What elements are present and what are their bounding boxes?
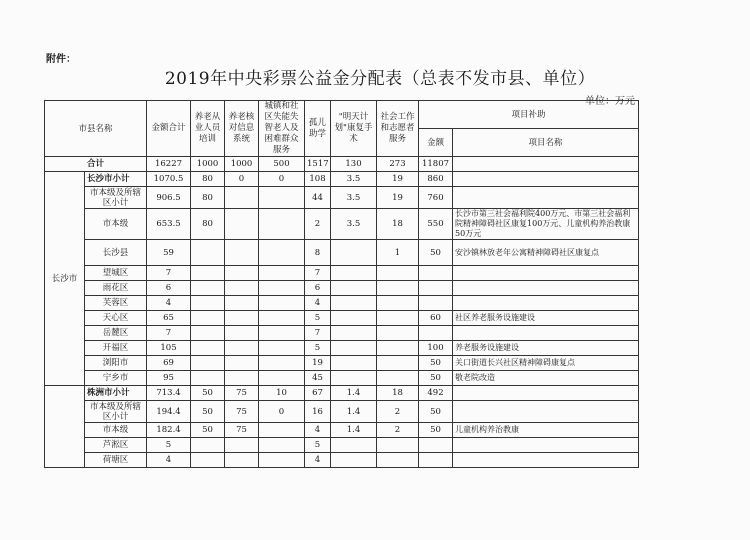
elder-training-cell	[191, 281, 225, 296]
social-work-cell	[377, 371, 419, 386]
amount-total: 7	[147, 326, 191, 341]
social-work-cell	[377, 341, 419, 356]
changsha-section	[45, 172, 639, 386]
project-amount-cell: 860	[419, 172, 453, 187]
amount-total: 59	[147, 240, 191, 266]
project-name-cell	[453, 266, 639, 281]
amount-total: 5	[147, 438, 191, 453]
total-label: 合计	[45, 157, 147, 172]
project-amount-cell: 50	[419, 401, 453, 423]
elder-verify-cell	[225, 356, 259, 371]
header-elder-training: 养老从业人员培训	[191, 101, 225, 157]
social-work-cell: 18	[377, 209, 419, 240]
table-row	[45, 240, 639, 266]
total-c2: 1000	[225, 157, 259, 172]
urban-rural-cell	[259, 281, 305, 296]
orphan-cell: 19	[305, 356, 331, 371]
urban-rural-cell	[259, 209, 305, 240]
project-amount-cell: 50	[419, 356, 453, 371]
total-c4: 1517	[305, 157, 331, 172]
elder-training-cell: 50	[191, 401, 225, 423]
project-amount-cell: 60	[419, 311, 453, 326]
tomorrow-plan-cell	[331, 281, 377, 296]
orphan-cell: 16	[305, 401, 331, 423]
project-name-cell	[453, 326, 639, 341]
elder-verify-cell	[225, 438, 259, 453]
elder-training-cell: 50	[191, 423, 225, 438]
header-region: 市县名称	[45, 101, 147, 157]
project-name-cell: 儿童机构养治教康	[453, 423, 639, 438]
elder-training-cell	[191, 266, 225, 281]
urban-rural-cell: 10	[259, 386, 305, 401]
urban-rural-cell	[259, 240, 305, 266]
urban-rural-cell	[259, 356, 305, 371]
project-amount-cell	[419, 266, 453, 281]
project-amount-cell	[419, 326, 453, 341]
region-name: 岳麓区	[85, 326, 147, 341]
elder-verify-cell	[225, 311, 259, 326]
table-row	[45, 187, 639, 209]
urban-rural-cell	[259, 326, 305, 341]
table-row	[45, 209, 639, 240]
total-project	[453, 157, 639, 172]
tomorrow-plan-cell	[331, 311, 377, 326]
region-name: 荷塘区	[85, 453, 147, 468]
header-social-work: 社会工作和志愿者服务	[377, 101, 419, 157]
header-total: 金额合计	[147, 101, 191, 157]
social-work-cell	[377, 311, 419, 326]
header-amount: 金额	[419, 129, 453, 157]
urban-rural-cell	[259, 187, 305, 209]
project-amount-cell: 760	[419, 187, 453, 209]
orphan-cell: 4	[305, 296, 331, 311]
project-name-cell	[453, 401, 639, 423]
amount-total: 7	[147, 266, 191, 281]
table-row	[45, 311, 639, 326]
region-name: 长沙市小计	[85, 172, 147, 187]
urban-rural-cell	[259, 341, 305, 356]
amount-total: 4	[147, 296, 191, 311]
project-amount-cell	[419, 453, 453, 468]
tomorrow-plan-cell	[331, 326, 377, 341]
table-row	[45, 341, 639, 356]
table-row	[45, 266, 639, 281]
table-row	[45, 281, 639, 296]
total-c3: 500	[259, 157, 305, 172]
project-name-cell	[453, 281, 639, 296]
amount-total: 105	[147, 341, 191, 356]
project-amount-cell: 100	[419, 341, 453, 356]
elder-training-cell	[191, 438, 225, 453]
region-name: 市本级	[85, 209, 147, 240]
social-work-cell: 19	[377, 172, 419, 187]
orphan-cell: 5	[305, 341, 331, 356]
elder-training-cell	[191, 341, 225, 356]
amount-total: 713.4	[147, 386, 191, 401]
social-work-cell: 1	[377, 240, 419, 266]
social-work-cell: 2	[377, 423, 419, 438]
table-row	[45, 371, 639, 386]
total-amount: 11807	[419, 157, 453, 172]
region-name: 市本级及所辖区小计	[85, 401, 147, 423]
city-blank-cell	[45, 386, 85, 468]
social-work-cell	[377, 266, 419, 281]
tomorrow-plan-cell	[331, 356, 377, 371]
urban-rural-cell	[259, 311, 305, 326]
header-elder-verify: 养老核对信息系统	[225, 101, 259, 157]
tomorrow-plan-cell: 3.5	[331, 187, 377, 209]
orphan-cell: 7	[305, 266, 331, 281]
elder-verify-cell	[225, 453, 259, 468]
elder-training-cell: 80	[191, 187, 225, 209]
project-name-cell: 社区养老服务设施建设	[453, 311, 639, 326]
social-work-cell: 19	[377, 187, 419, 209]
region-name: 天心区	[85, 311, 147, 326]
project-name-cell	[453, 172, 639, 187]
project-amount-cell	[419, 296, 453, 311]
amount-total: 182.4	[147, 423, 191, 438]
project-name-cell: 关口街道长兴社区精神障碍康复点	[453, 356, 639, 371]
project-amount-cell: 50	[419, 423, 453, 438]
social-work-cell	[377, 356, 419, 371]
elder-training-cell: 80	[191, 172, 225, 187]
orphan-cell: 6	[305, 281, 331, 296]
orphan-cell: 8	[305, 240, 331, 266]
elder-verify-cell: 75	[225, 423, 259, 438]
elder-training-cell	[191, 453, 225, 468]
tomorrow-plan-cell	[331, 240, 377, 266]
elder-verify-cell	[225, 187, 259, 209]
elder-verify-cell	[225, 209, 259, 240]
elder-training-cell	[191, 326, 225, 341]
region-name: 株洲市小计	[85, 386, 147, 401]
tomorrow-plan-cell	[331, 453, 377, 468]
elder-verify-cell	[225, 296, 259, 311]
social-work-cell	[377, 438, 419, 453]
table-row	[45, 386, 639, 401]
orphan-cell: 44	[305, 187, 331, 209]
orphan-cell: 108	[305, 172, 331, 187]
social-work-cell	[377, 326, 419, 341]
amount-total: 95	[147, 371, 191, 386]
elder-verify-cell: 0	[225, 172, 259, 187]
elder-verify-cell	[225, 341, 259, 356]
project-name-cell: 安沙镇林放老年公寓精神障碍社区康复点	[453, 240, 639, 266]
urban-rural-cell	[259, 453, 305, 468]
zhuzhou-section	[45, 386, 639, 468]
social-work-cell: 18	[377, 386, 419, 401]
social-work-cell	[377, 281, 419, 296]
elder-verify-cell	[225, 240, 259, 266]
tomorrow-plan-cell	[331, 371, 377, 386]
region-name: 浏阳市	[85, 356, 147, 371]
tomorrow-plan-cell	[331, 438, 377, 453]
elder-training-cell	[191, 296, 225, 311]
project-amount-cell: 492	[419, 386, 453, 401]
city-label-cell: 长沙市	[45, 172, 85, 386]
project-name-cell	[453, 438, 639, 453]
table-row	[45, 453, 639, 468]
project-name-cell: 长沙市第三社会福利院400万元、市第三社会福利院精神障碍社区康复100万元、儿童机构养治教康50万元	[453, 209, 639, 240]
urban-rural-cell	[259, 371, 305, 386]
tomorrow-plan-cell: 3.5	[331, 172, 377, 187]
table-row	[45, 326, 639, 341]
tomorrow-plan-cell	[331, 296, 377, 311]
region-name: 开福区	[85, 341, 147, 356]
elder-verify-cell	[225, 326, 259, 341]
orphan-cell: 5	[305, 311, 331, 326]
tomorrow-plan-cell: 3.5	[331, 209, 377, 240]
unit-label: 单位：万元	[585, 96, 635, 107]
project-amount-cell	[419, 438, 453, 453]
amount-total: 906.5	[147, 187, 191, 209]
region-name: 市本级	[85, 423, 147, 438]
header-project-subsidy: 项目补助	[419, 101, 639, 129]
region-name: 望城区	[85, 266, 147, 281]
project-name-cell	[453, 453, 639, 468]
table-row	[45, 296, 639, 311]
elder-verify-cell: 75	[225, 386, 259, 401]
urban-rural-cell: 0	[259, 401, 305, 423]
project-amount-cell: 50	[419, 240, 453, 266]
orphan-cell: 7	[305, 326, 331, 341]
urban-rural-cell	[259, 266, 305, 281]
elder-training-cell: 80	[191, 209, 225, 240]
total-c5: 130	[331, 157, 377, 172]
amount-total: 1070.5	[147, 172, 191, 187]
urban-rural-cell	[259, 438, 305, 453]
total-row	[45, 157, 639, 172]
project-amount-cell	[419, 281, 453, 296]
elder-verify-cell	[225, 281, 259, 296]
orphan-cell: 67	[305, 386, 331, 401]
region-name: 芦淞区	[85, 438, 147, 453]
orphan-cell: 2	[305, 209, 331, 240]
table-row	[45, 423, 639, 438]
table-row	[45, 172, 639, 187]
region-name: 雨花区	[85, 281, 147, 296]
header-tomorrow-plan: "明天计划"康复手术	[331, 101, 377, 157]
region-name: 芙蓉区	[85, 296, 147, 311]
elder-verify-cell	[225, 266, 259, 281]
amount-total: 6	[147, 281, 191, 296]
elder-training-cell	[191, 371, 225, 386]
orphan-cell: 45	[305, 371, 331, 386]
allocation-table	[44, 100, 639, 468]
elder-training-cell: 50	[191, 386, 225, 401]
orphan-cell: 5	[305, 438, 331, 453]
tomorrow-plan-cell	[331, 341, 377, 356]
elder-training-cell	[191, 356, 225, 371]
urban-rural-cell	[259, 296, 305, 311]
amount-total: 4	[147, 453, 191, 468]
tomorrow-plan-cell	[331, 266, 377, 281]
project-name-cell: 养老服务设施建设	[453, 341, 639, 356]
header-project-name: 项目名称	[453, 129, 639, 157]
amount-total: 65	[147, 311, 191, 326]
elder-training-cell	[191, 240, 225, 266]
document-title: 2019年中央彩票公益金分配表（总表不发市县、单位）	[164, 69, 596, 89]
table-row	[45, 356, 639, 371]
table-row	[45, 438, 639, 453]
header-orphan: 孤儿助学	[305, 101, 331, 157]
social-work-cell	[377, 453, 419, 468]
urban-rural-cell	[259, 423, 305, 438]
urban-rural-cell: 0	[259, 172, 305, 187]
project-name-cell	[453, 386, 639, 401]
amount-total: 653.5	[147, 209, 191, 240]
tomorrow-plan-cell: 1.4	[331, 423, 377, 438]
region-name: 长沙县	[85, 240, 147, 266]
region-name: 市本级及所辖区小计	[85, 187, 147, 209]
social-work-cell: 2	[377, 401, 419, 423]
elder-verify-cell: 75	[225, 401, 259, 423]
elder-verify-cell	[225, 371, 259, 386]
header-row	[45, 101, 639, 129]
project-name-cell: 敬老院改造	[453, 371, 639, 386]
social-work-cell	[377, 296, 419, 311]
project-amount-cell: 550	[419, 209, 453, 240]
tomorrow-plan-cell: 1.4	[331, 401, 377, 423]
project-amount-cell: 50	[419, 371, 453, 386]
region-name: 宁乡市	[85, 371, 147, 386]
header-urban-rural: 城镇和社区失能失智老人及困难群众服务	[259, 101, 305, 157]
orphan-cell: 4	[305, 453, 331, 468]
orphan-cell: 4	[305, 423, 331, 438]
amount-total: 69	[147, 356, 191, 371]
amount-total: 194.4	[147, 401, 191, 423]
total-cell: 16227	[147, 157, 191, 172]
attachment-label: 附件：	[46, 54, 76, 65]
project-name-cell	[453, 187, 639, 209]
total-c1: 1000	[191, 157, 225, 172]
tomorrow-plan-cell: 1.4	[331, 386, 377, 401]
total-c6: 273	[377, 157, 419, 172]
elder-training-cell	[191, 311, 225, 326]
table-row	[45, 401, 639, 423]
project-name-cell	[453, 296, 639, 311]
